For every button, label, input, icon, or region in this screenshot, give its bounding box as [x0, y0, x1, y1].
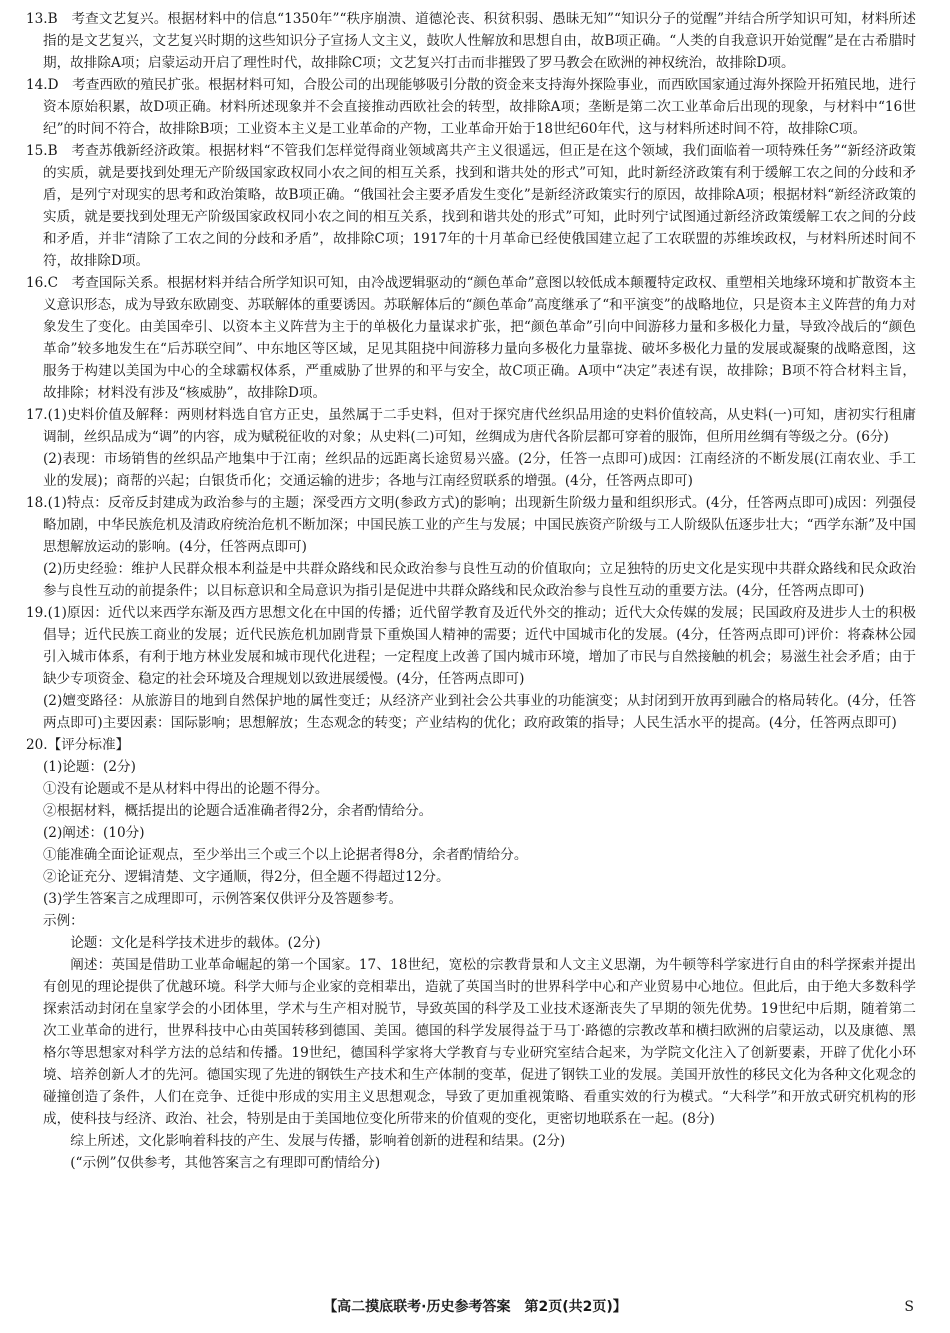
scoring-line: ②论证充分、逻辑清楚、文字通顺，得2分，但全题不得超过12分。	[43, 869, 450, 885]
scoring-line: (1)论题：(2分)	[43, 759, 136, 775]
footer-mark: S	[904, 1299, 914, 1315]
answer-14: 14.D 考查西欧的殖民扩张。根据材料可知，合股公司的出现能够吸引分散的资金来支持海外探险事业，而西欧国家通过海外探险开拓殖民地，进行资本原始积累，故D项正确。材料所述现象并不会直接推动西欧社会的转型，故排除A项；垄断是第二次工业革命后出现的现象，与材料中“16世纪”的时间不符合，故排除B项；工业资本主义是工业革命的产物，工业革命开始于18世纪60年代，这与材料所述时间不符，故排除C项。	[26, 77, 916, 137]
answer-13: 13.B 考查文艺复兴。根据材料中的信息“1350年”“秩序崩溃、道德沦丧、积贫积弱、愚昧无知”“知识分子的觉醒”并结合所学知识可知，材料所述指的是文艺复兴，文艺复兴时期的这些知识分子宣扬人文主义，鼓吹人性解放和思想自由，故B项正确。“人类的自我意识开始觉醒”是在古希腊时期，故排除A项；启蒙运动开启了理性时代，故排除C项；文艺复兴打击而非摧毁了罗马教会在欧洲的神权统治，故排除D项。	[26, 11, 916, 71]
example-note: (“示例”仅供参考，其他答案言之有理即可酌情给分)	[70, 1155, 381, 1171]
answer-19-part1: 19.(1)原因：近代以来西学东渐及西方思想文化在中国的传播；近代留学教育及近代外交的推动；近代大众传媒的发展；民国政府及进步人士的积极倡导；近代民族工商业的发展；近代民族危机加剧背景下重焕国人精神的需要；近代中国城市化的发展。(4分，任答两点即可)评价：将森林公园引入城市体系，有利于地方林业发展和城市现代化进程；一定程度上改善了国内城市环境，增加了市民与自然接触的机会；易滋生社会矛盾；由于缺少专项资金、稳定的社会环境及合理规划以致进展缓慢。(4分，任答两点即可)	[26, 605, 916, 687]
scoring-line: ①能准确全面论证观点，至少举出三个或三个以上论据者得8分，余者酌情给分。	[43, 847, 528, 863]
answer-18-part1: 18.(1)特点：反帝反封建成为政治参与的主题；深受西方文明(参政方式)的影响；出现新生阶级力量和组织形式。(4分，任答两点即可)成因：列强侵略加剧，中华民族危机及清政府统治危机不断加深；中国民族工业的产生与发展；中国民族资产阶级与工人阶级队伍逐步壮大；“西学东渐”及中国思想解放运动的影响。(4分，任答两点即可)	[26, 495, 916, 555]
scoring-line: (2)阐述：(10分)	[43, 825, 145, 841]
example-thesis: 论题：文化是科学技术进步的载体。(2分)	[70, 935, 321, 951]
scoring-line: (3)学生答案言之成理即可，示例答案仅供评分及答题参考。	[43, 891, 403, 907]
answer-19-part2: (2)嬗变路径：从旅游目的地到自然保护地的属性变迁；从经济产业到社会公共事业的功能演变；从封闭到开放再到融合的格局转化。(4分，任答两点即可)主要因素：国际影响；思想解放；生态观念的转变；产业结构的优化；政府政策的指导；人民生活水平的提高。(4分，任答两点即可)	[43, 693, 916, 731]
example-elaboration: 阐述：英国是借助工业革命崛起的第一个国家。17、18世纪，宽松的宗教背景和人文主义思潮，为牛顿等科学家进行自由的科学探索并提出有创见的理论提供了优越环境。科学大师与企业家的竞相辈出，造就了英国当时的世界科学中心和产业贸易中心地位。但此后，由于绝大多数科学探索活动封闭在皇家学会的小团体里，学术与生产相对脱节，导致英国的科学及工业技术逐渐丧失了早期的领先优势。19世纪中后期，随着第二次工业革命的进行，世界科技中心由英国转移到德国、美国。德国的科学发展得益于马丁·路德的宗教改革和横扫欧洲的启蒙运动，以及康德、黑格尔等思想家对科学方法的总结和传播。19世纪，德国科学家将大学教育与专业研究室结合起来，为学院文化注入了创新要素，开辟了优化小环境、培养创新人才的先河。德国实现了先进的钢铁生产技术和生产体制的变革，促进了钢铁工业的发展。美国开放性的移民文化为各种文化观念的碰撞创造了条件，人们在竞争、迁徙中形成的实用主义思想观念，导致了更加重视策略、看重实效的行为模式。“大科学”和开放式研究机构的形成，使科技与经济、政治、社会，特别是由于美国地位变化所带来的价值观的变化，更密切地联系在一起。(8分)	[43, 957, 916, 1127]
scoring-line: ②根据材料，概括提出的论题合适准确者得2分，余者酌情给分。	[43, 803, 433, 819]
page-footer: 【高二摸底联考·历史参考答案 第2页(共2页)】	[323, 1299, 627, 1315]
answer-17-part1: 17.(1)史料价值及解释：两则材料选自官方正史，虽然属于二手史料，但对于探究唐代丝织品用途的史料价值较高，从史料(一)可知，唐初实行租庸调制，丝织品成为“调”的内容，成为赋税征收的对象；从史料(二)可知，丝绸成为唐代各阶层都可穿着的服饰，但所用丝绸有等级之分。(6分)	[26, 407, 916, 445]
answer-18-part2: (2)历史经验：维护人民群众根本利益是中共群众路线和民众政治参与良性互动的价值取向；立足独特的历史文化是实现中共群众路线和民众政治参与良性互动的前提条件；以目标意识和全局意识为指引是促进中共群众路线和民众政治参与良性互动的重要方法。(4分，任答两点即可)	[43, 561, 916, 599]
answer-16: 16.C 考查国际关系。根据材料并结合所学知识可知，由冷战逻辑驱动的“颜色革命”意图以较低成本颠覆特定政权、重塑相关地缘环境和扩散资本主义意识形态，成为导致东欧剧变、苏联解体的重要诱因。苏联解体后的“颜色革命”高度继承了“和平演变”的战略地位，只是资本主义阵营的角力对象发生了变化。由美国牵引、以资本主义阵营为主于的单极化力量谋求扩张，把“颜色革命”引向中间游移力量和多极化力量，导致冷战后的“颜色革命”较多地发生在“后苏联空间”、中东地区等区域，足见其阻挠中间游移力量向多极化力量靠拢、破坏多极化力量的发展或凝聚的战略意图，这服务于构建以美国为中心的全球霸权体系，严重威胁了世界的和平与安全，故C项正确。A项中“决定”表述有误，故排除；B项不符合材料主旨，故排除；材料没有涉及“核威胁”，故排除D项。	[26, 275, 916, 401]
answer-20-title: 20.【评分标准】	[26, 737, 130, 753]
scoring-line: ①没有论题或不是从材料中得出的论题不得分。	[43, 781, 329, 797]
example-label: 示例：	[43, 913, 84, 929]
example-conclusion: 综上所述，文化影响着科技的产生、发展与传播，影响着创新的进程和结果。(2分)	[70, 1133, 566, 1149]
answer-17-part2: (2)表现：市场销售的丝织品产地集中于江南；丝织品的远距离长途贸易兴盛。(2分，任答一点即可)成因：江南经济的不断发展(江南农业、手工业的发展)；商帮的兴起；白银货币化；交通运输的进步；各地与江南经贸联系的增强。(4分，任答两点即可)	[43, 451, 916, 489]
answer-page	[26, 8, 916, 1174]
answer-15: 15.B 考查苏俄新经济政策。根据材料“不管我们怎样觉得商业领域离共产主义很遥远，但正是在这个领域，我们面临着一项特殊任务”“新经济政策的实质，就是要找到处理无产阶级国家政权同小农之间的相互关系，找到和谐共处的形式”可知，此时新经济政策有利于缓解工农之间的分歧和矛盾，是列宁对现实的思考和政治策略，故B项正确。“俄国社会主要矛盾发生变化”是新经济政策实行的原因，故排除A项；根据材料“新经济政策的实质，就是要找到处理无产阶级国家政权同小农之间的相互关系，找到和谐共处的形式”可知，此时列宁试图通过新经济政策缓解工农之间的分歧和矛盾，并非“清除了工农之间的分歧和矛盾”，故排除C项；1917年的十月革命已经使俄国建立起了工农联盟的苏维埃政权，与材料所述时间不符，故排除D项。	[26, 143, 916, 269]
